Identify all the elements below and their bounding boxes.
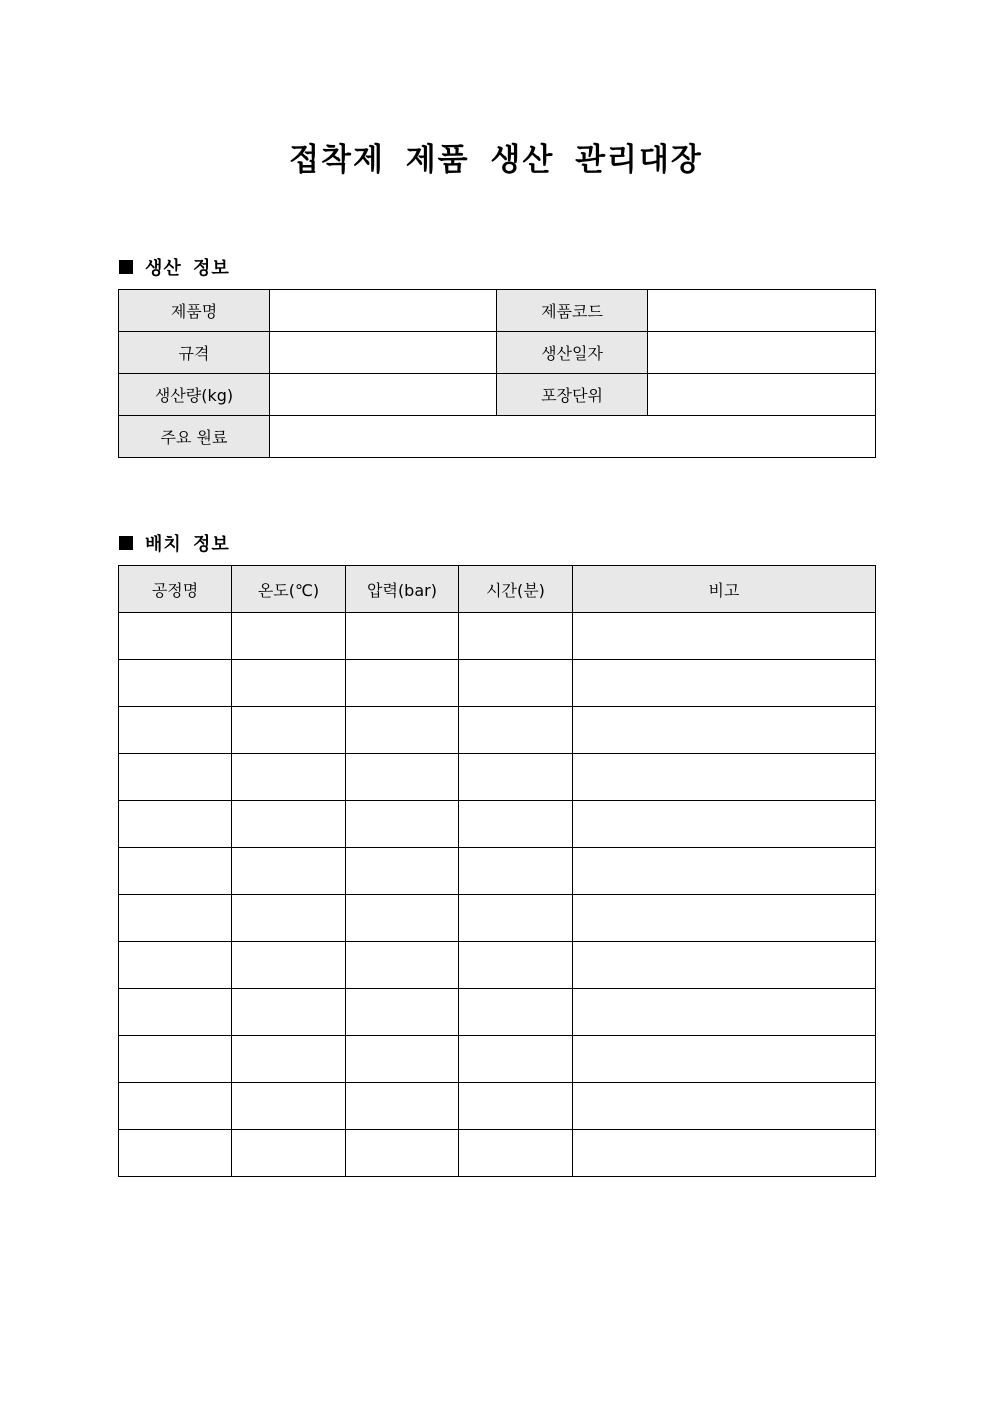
batch-cell[interactable] [346,895,459,942]
batch-cell[interactable] [573,613,876,660]
square-bullet-icon [119,260,133,274]
batch-cell[interactable] [346,613,459,660]
batch-cell[interactable] [573,1036,876,1083]
value-cell[interactable] [648,374,876,416]
batch-cell[interactable] [119,660,232,707]
batch-cell[interactable] [459,1130,573,1177]
section-header-batch [119,530,230,556]
batch-cell[interactable] [459,989,573,1036]
batch-cell[interactable] [459,895,573,942]
batch-cell[interactable] [573,707,876,754]
batch-cell[interactable] [573,848,876,895]
batch-cell[interactable] [346,942,459,989]
batch-cell[interactable] [346,660,459,707]
batch-cell[interactable] [119,707,232,754]
table-row [119,290,876,332]
batch-cell[interactable] [119,801,232,848]
table-row [119,848,876,895]
batch-cell[interactable] [573,895,876,942]
label-cell: 포장단위 [497,374,648,416]
value-cell[interactable] [270,416,876,458]
batch-cell[interactable] [346,801,459,848]
batch-cell[interactable] [346,848,459,895]
batch-cell[interactable] [119,754,232,801]
batch-cell[interactable] [232,660,346,707]
value-cell[interactable] [270,332,497,374]
value-cell[interactable] [648,332,876,374]
batch-cell[interactable] [232,1130,346,1177]
square-bullet-icon [119,536,133,550]
batch-cell[interactable] [459,942,573,989]
batch-cell[interactable] [119,1036,232,1083]
label-cell: 생산일자 [497,332,648,374]
batch-cell[interactable] [119,1083,232,1130]
page-title: 접착제 제품 생산 관리대장 [289,142,703,178]
label-cell: 규격 [119,332,270,374]
batch-cell[interactable] [573,801,876,848]
batch-cell[interactable] [232,613,346,660]
batch-cell[interactable] [459,707,573,754]
table-row [119,332,876,374]
batch-cell[interactable] [346,989,459,1036]
batch-cell[interactable] [232,801,346,848]
batch-cell[interactable] [119,942,232,989]
label-cell: 생산량(kg) [119,374,270,416]
batch-cell[interactable] [573,754,876,801]
table-row [119,1036,876,1083]
column-header: 온도(℃) [232,566,346,613]
table-row [119,989,876,1036]
batch-cell[interactable] [459,660,573,707]
batch-cell[interactable] [573,660,876,707]
column-header: 시간(분) [459,566,573,613]
batch-cell[interactable] [232,895,346,942]
batch-cell[interactable] [459,1036,573,1083]
table-row [119,1083,876,1130]
batch-cell[interactable] [459,801,573,848]
table-row [119,942,876,989]
batch-cell[interactable] [573,989,876,1036]
batch-cell[interactable] [232,942,346,989]
batch-cell[interactable] [119,848,232,895]
column-header: 비고 [573,566,876,613]
batch-cell[interactable] [119,613,232,660]
section-title: 배치 정보 [145,534,230,555]
column-header: 압력(bar) [346,566,459,613]
batch-cell[interactable] [346,1036,459,1083]
value-cell[interactable] [270,374,497,416]
batch-cell[interactable] [232,1083,346,1130]
table-row [119,1130,876,1177]
batch-cell[interactable] [346,1130,459,1177]
batch-cell[interactable] [232,1036,346,1083]
batch-cell[interactable] [232,707,346,754]
section-header-production [119,254,230,280]
batch-cell[interactable] [459,754,573,801]
batch-cell[interactable] [573,942,876,989]
table-row [119,660,876,707]
batch-cell[interactable] [119,1130,232,1177]
batch-info-table [118,565,876,1177]
batch-cell[interactable] [232,848,346,895]
table-row [119,801,876,848]
table-row [119,707,876,754]
value-cell[interactable] [270,290,497,332]
label-cell: 제품코드 [497,290,648,332]
batch-cell[interactable] [232,754,346,801]
batch-cell[interactable] [459,613,573,660]
batch-cell[interactable] [232,989,346,1036]
table-row [119,374,876,416]
table-header-row [119,566,876,613]
batch-cell[interactable] [119,895,232,942]
column-header: 공정명 [119,566,232,613]
batch-cell[interactable] [346,707,459,754]
batch-cell[interactable] [346,1083,459,1130]
batch-cell[interactable] [573,1083,876,1130]
batch-cell[interactable] [119,989,232,1036]
batch-cell[interactable] [573,1130,876,1177]
label-cell: 주요 원료 [119,416,270,458]
batch-cell[interactable] [459,1083,573,1130]
table-row [119,416,876,458]
label-cell: 제품명 [119,290,270,332]
batch-cell[interactable] [346,754,459,801]
table-row [119,613,876,660]
table-row [119,895,876,942]
production-info-table [118,289,876,458]
section-title: 생산 정보 [145,258,230,279]
table-row [119,754,876,801]
batch-cell[interactable] [459,848,573,895]
value-cell[interactable] [648,290,876,332]
